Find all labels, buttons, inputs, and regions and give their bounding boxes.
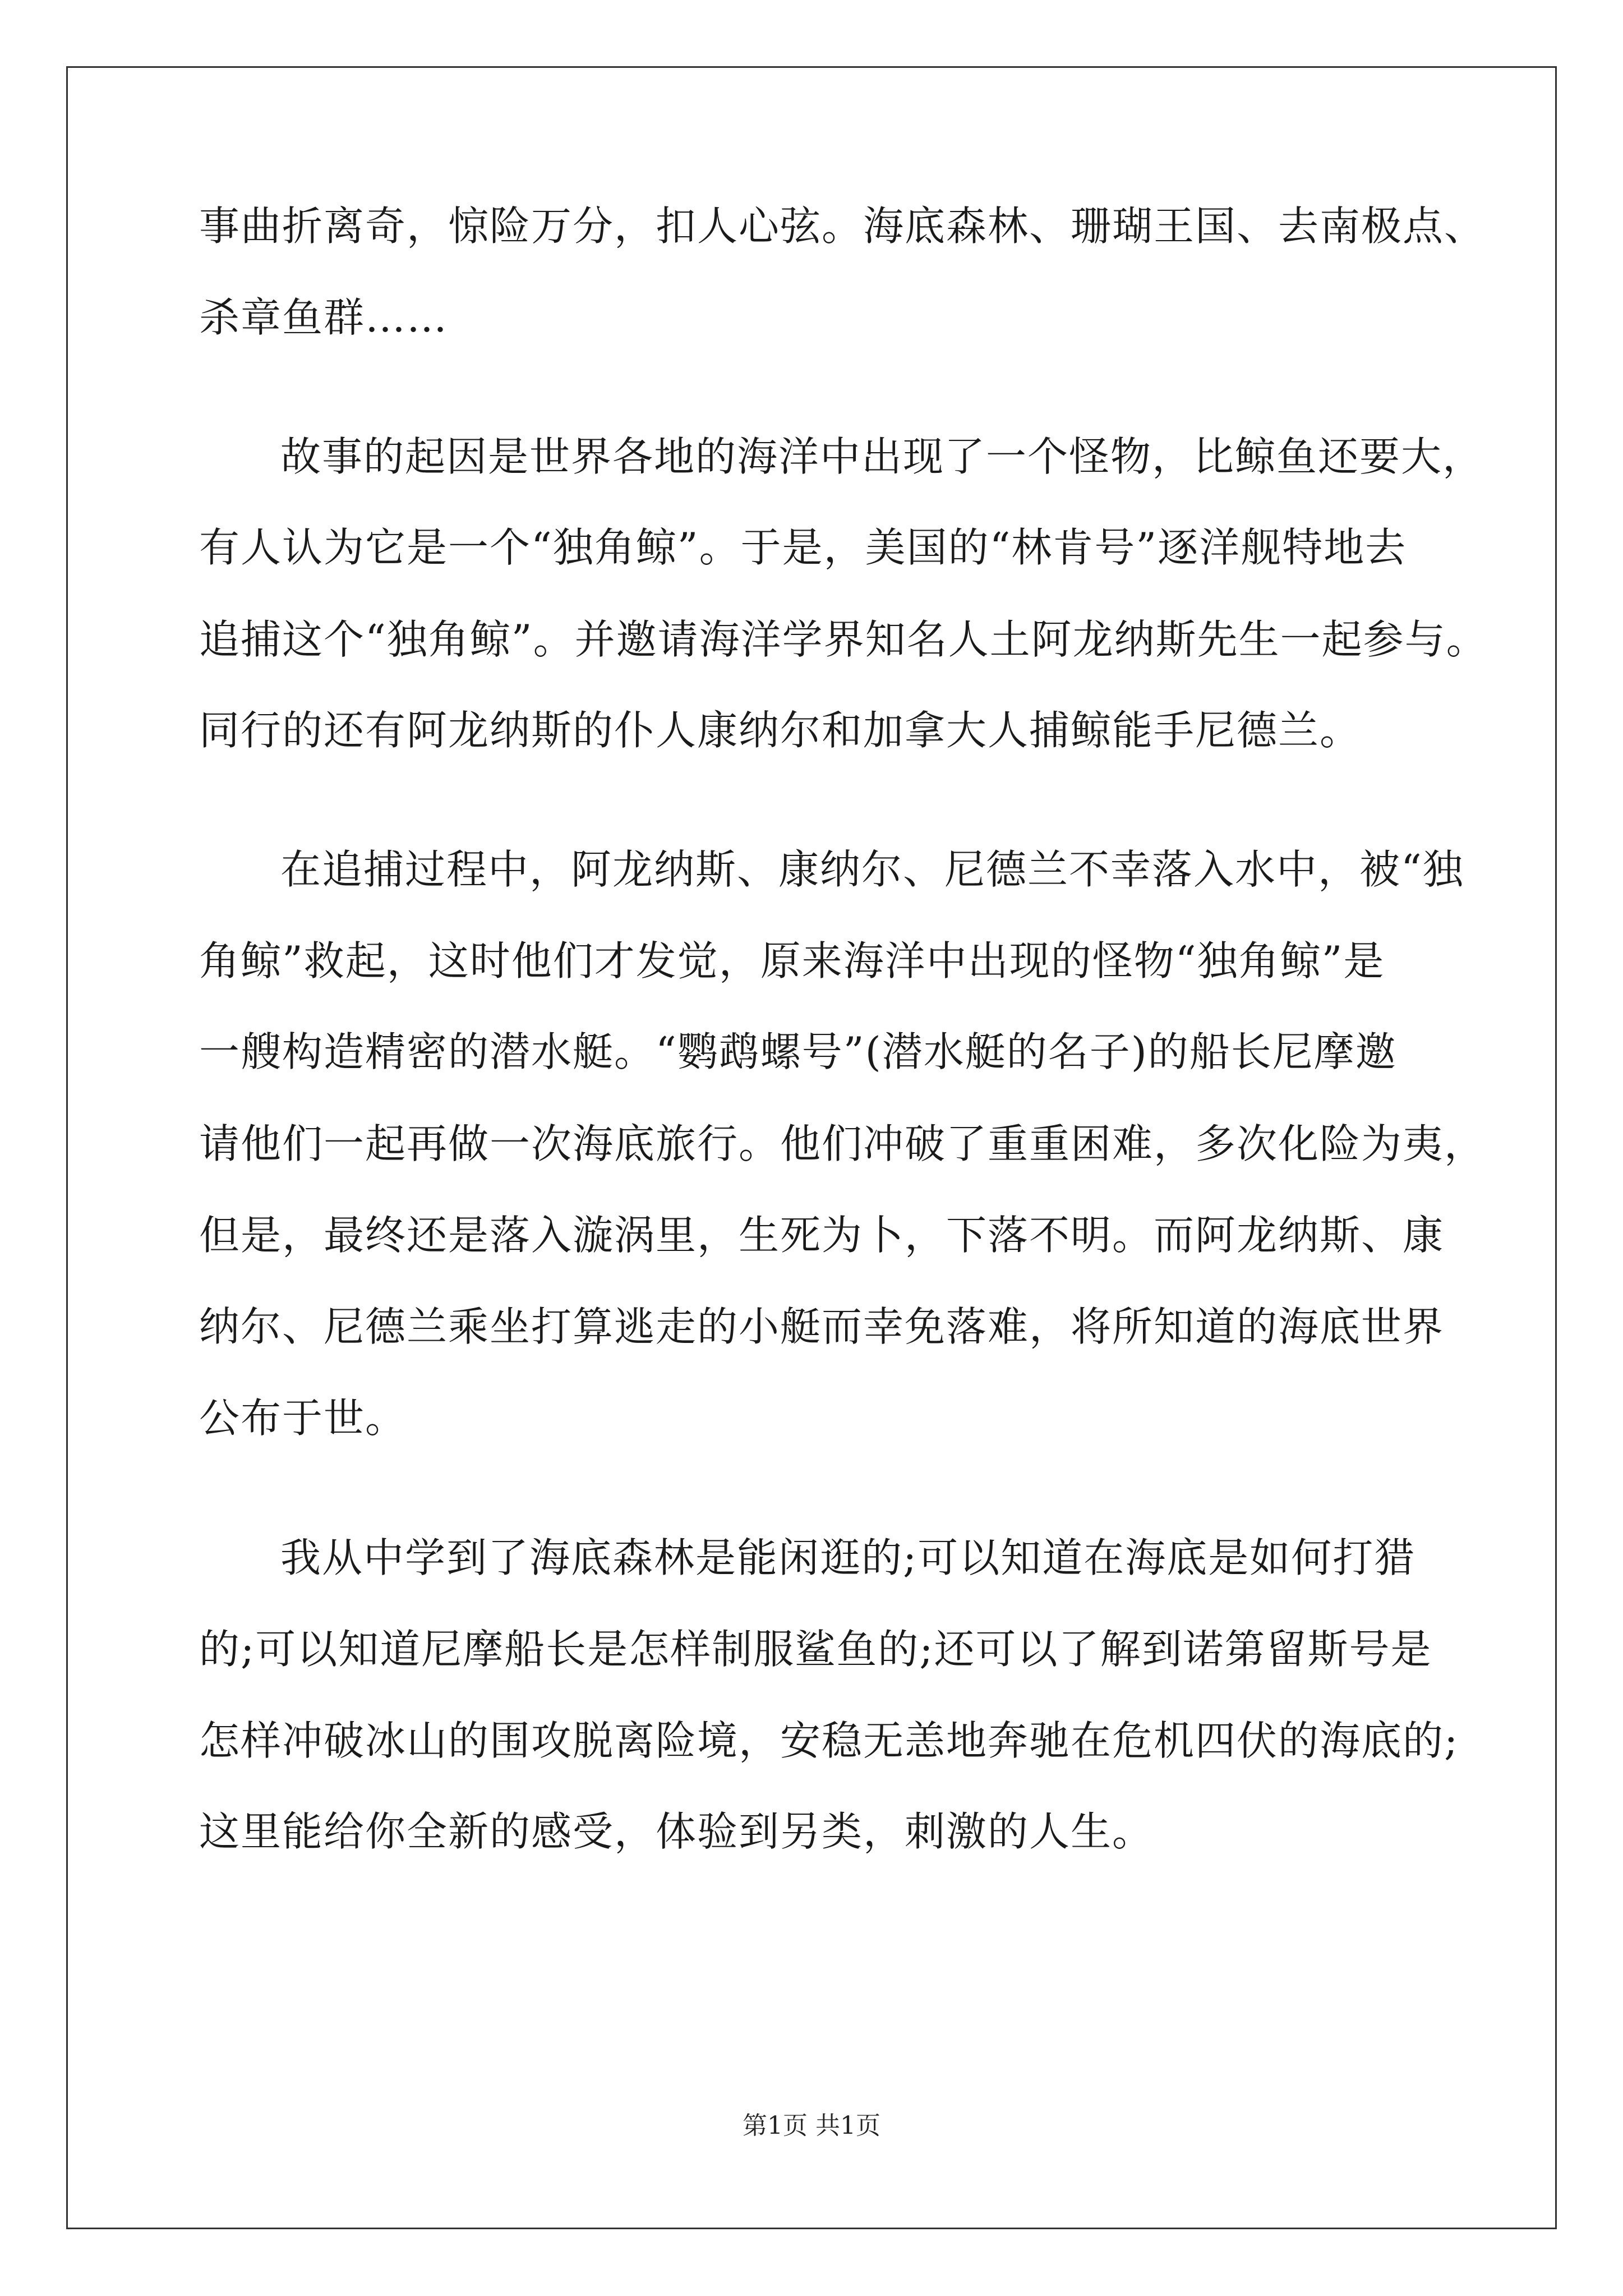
text-line: 追捕这个“独角鲸”。并邀请海洋学界知名人土阿龙纳斯先生一起参与。 — [199, 616, 1488, 663]
text-line: 但是，最终还是落入漩涡里，生死为卜，下落不明。而阿龙纳斯、康 — [199, 1212, 1445, 1259]
text-line: 我从中学到了海底森林是能闲逛的;可以知道在海底是如何打猎 — [280, 1534, 1416, 1581]
text-line: 纳尔、尼德兰乘坐打算逃走的小艇而幸免落难，将所知道的海底世界 — [199, 1303, 1445, 1350]
page-number: 第1页 共1页 — [743, 2111, 880, 2140]
text-line: 事曲折离奇，惊险万分，扣人心弦。海底森林、珊瑚王国、去南极点、 — [199, 203, 1486, 250]
text-line: 角鲸”救起，这时他们才发觉，原来海洋中出现的怪物“独角鲸”是 — [199, 937, 1385, 984]
text-line: 同行的还有阿龙纳斯的仆人康纳尔和加拿大人捕鲸能手尼德兰。 — [199, 707, 1362, 754]
text-line: 有人认为它是一个“独角鲸”。于是，美国的“林肯号”逐洋舰特地去 — [199, 524, 1407, 571]
text-line: 请他们一起再做一次海底旅行。他们冲破了重重困难，多次化险为夷， — [199, 1120, 1486, 1167]
text-line: 一艘构造精密的潜水艇。“鹦鹉螺号”(潜水艇的名子)的船长尼摩邀 — [199, 1028, 1397, 1075]
text-line: 在追捕过程中，阿龙纳斯、康纳尔、尼德兰不幸落入水中，被“独 — [280, 846, 1464, 893]
text-line: 杀章鱼群…… — [199, 294, 449, 341]
text-line: 的;可以知道尼摩船长是怎样制服鲨鱼的;还可以了解到诺第留斯号是 — [199, 1626, 1432, 1673]
text-line: 这里能给你全新的感受，体验到另类，刺激的人生。 — [199, 1808, 1154, 1855]
text-line: 故事的起因是世界各地的海洋中出现了一个怪物，比鲸鱼还要大， — [280, 433, 1484, 480]
text-line: 公布于世。 — [199, 1395, 407, 1442]
text-line: 怎样冲破冰山的围攻脱离险境，安稳无恙地奔驰在危机四伏的海底的; — [199, 1717, 1459, 1764]
